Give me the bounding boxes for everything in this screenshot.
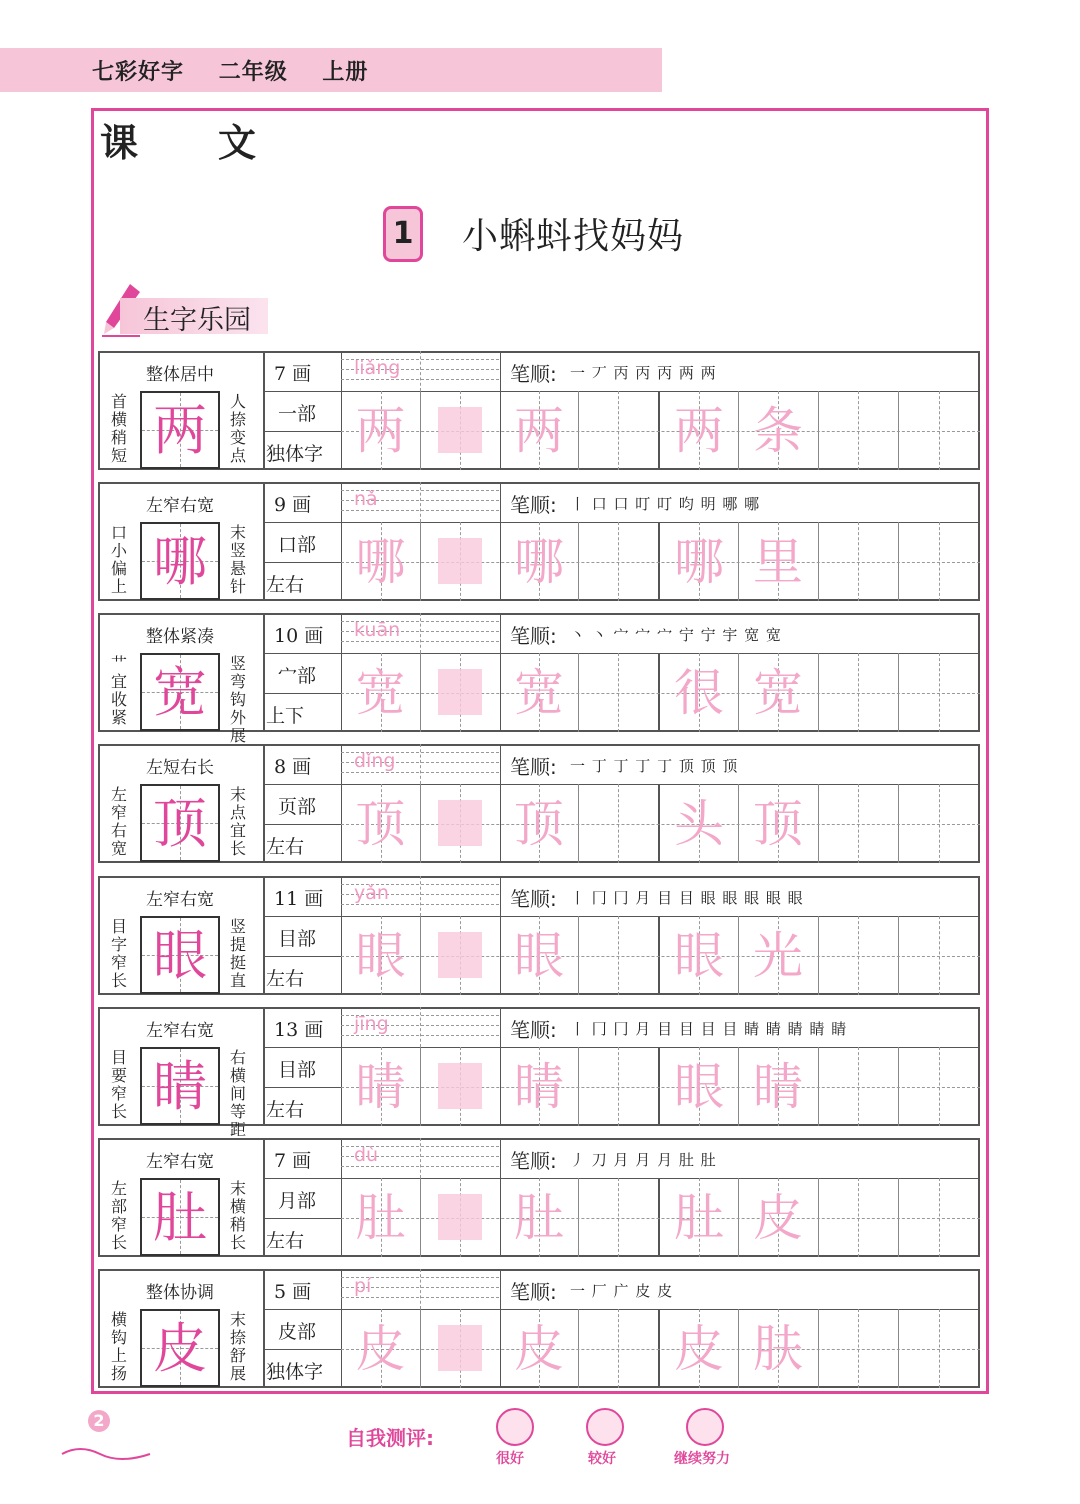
word-character-1[interactable]: 眼 (674, 927, 724, 985)
pinyin: dǐng (354, 750, 396, 772)
trace-character[interactable]: 宽 (514, 664, 564, 722)
left-tip: 左部窄长 (110, 1179, 127, 1252)
stroke-hint-block (438, 1194, 482, 1240)
self-evaluation-label: 自我测评: (346, 1426, 434, 1450)
left-tip: 横钩上扬 (110, 1310, 127, 1383)
practice-row (98, 1138, 980, 1257)
trace-character[interactable]: 睛 (355, 1058, 406, 1116)
structure-feature: 左短右长 (146, 758, 214, 778)
word-character-2[interactable]: 宽 (753, 664, 803, 722)
stroke-hint-block (438, 1063, 482, 1109)
word-character-1[interactable]: 头 (674, 795, 724, 853)
right-tip: 末点宜长 (229, 785, 246, 858)
practice-row (98, 1269, 980, 1388)
radical: 月部 (278, 1190, 317, 1212)
stroke-order-sequence: 丶 丶 宀 宀 宀 宁 宁 宇 宽 宽 (570, 626, 782, 644)
pinyin: pí (354, 1275, 372, 1297)
left-tip: 口小偏上 (110, 523, 127, 596)
pinyin: kuān (354, 619, 401, 641)
stroke-count: 7 画 (274, 1150, 312, 1172)
section-title-char-1: 课 (100, 120, 139, 165)
structure-feature: 左窄右宽 (146, 496, 214, 516)
face-good-icon[interactable] (586, 1408, 624, 1446)
structure-type: 左右 (266, 836, 305, 858)
right-tip: 竖提挺直 (229, 917, 246, 990)
model-character: 宽 (153, 661, 207, 724)
structure-type: 左右 (266, 968, 305, 990)
stroke-hint-block (438, 1325, 482, 1371)
trace-character[interactable]: 睛 (514, 1058, 564, 1116)
trace-character[interactable]: 哪 (355, 533, 406, 591)
word-character-2[interactable]: 里 (753, 533, 803, 591)
left-tip: 首横稍短 (110, 392, 127, 465)
structure-type: 上下 (266, 705, 305, 727)
subsection-title: 生字乐园 (143, 305, 251, 336)
model-character: 皮 (153, 1317, 207, 1380)
model-character: 两 (153, 399, 207, 462)
model-character: 眼 (153, 924, 207, 987)
trace-character[interactable]: 宽 (355, 664, 406, 722)
trace-character[interactable]: 肚 (514, 1189, 564, 1247)
pinyin: liǎng (354, 357, 401, 379)
radical: 目部 (278, 1059, 317, 1081)
trace-character[interactable]: 哪 (514, 533, 564, 591)
stroke-hint-block (438, 407, 482, 453)
face-very-good-icon[interactable] (496, 1408, 534, 1446)
stroke-hint-block (438, 669, 482, 715)
model-character: 哪 (153, 530, 207, 593)
radical: 页部 (278, 796, 317, 818)
structure-feature: 左窄右宽 (146, 890, 214, 910)
section-title-char-2: 文 (218, 120, 257, 165)
right-tip: 末捺舒展 (229, 1310, 246, 1383)
face-label-keep-trying: 继续努力 (674, 1451, 730, 1467)
face-keep-trying-icon[interactable] (686, 1408, 724, 1446)
structure-type: 左右 (266, 574, 305, 596)
word-character-1[interactable]: 肚 (674, 1189, 724, 1247)
radical: 口部 (278, 534, 317, 556)
stroke-order-sequence: 丿 刀 月 月 月 肚 肚 (570, 1151, 717, 1169)
practice-row (98, 351, 980, 470)
structure-feature: 整体居中 (146, 365, 214, 385)
stroke-count: 7 画 (274, 363, 312, 385)
trace-character[interactable]: 皮 (355, 1320, 406, 1378)
trace-character[interactable]: 两 (355, 402, 406, 460)
word-character-1[interactable]: 哪 (674, 533, 724, 591)
structure-feature: 左窄右宽 (146, 1152, 214, 1172)
stroke-order-label: 笔顺: (510, 362, 557, 386)
page-number: 2 (88, 1410, 110, 1432)
practice-row (98, 744, 980, 863)
structure-type: 独体字 (266, 1361, 324, 1383)
stroke-count: 10 画 (274, 625, 324, 647)
pinyin: jīng (354, 1013, 389, 1035)
stroke-order-sequence: 丨 口 口 叮 叮 呁 明 哪 哪 (570, 495, 761, 513)
section-title (100, 112, 256, 167)
model-character: 肚 (153, 1186, 207, 1249)
stroke-order-label: 笔顺: (510, 755, 557, 779)
pinyin: nǎ (354, 488, 378, 510)
stroke-order-sequence: 一 丆 丙 丙 丙 两 两 (570, 364, 717, 382)
left-tip: 左窄右宽 (110, 785, 127, 858)
stroke-count: 8 画 (274, 756, 312, 778)
left-tip: 目字窄长 (110, 917, 127, 990)
left-tip: 艹宜收紧 (110, 654, 127, 727)
trace-character[interactable]: 两 (514, 402, 564, 460)
stroke-order-label: 笔顺: (510, 887, 557, 911)
model-character: 顶 (153, 792, 207, 855)
radical: 宀部 (278, 665, 317, 687)
trace-character[interactable]: 眼 (355, 927, 406, 985)
stroke-order-sequence: 一 丁 丁 丁 丁 顶 顶 顶 (570, 757, 739, 775)
structure-feature: 左窄右宽 (146, 1021, 214, 1041)
radical: 目部 (278, 928, 317, 950)
face-label-very-good: 很好 (496, 1451, 524, 1467)
word-character-1[interactable]: 很 (674, 664, 724, 722)
trace-character[interactable]: 顶 (514, 795, 564, 853)
word-character-1[interactable]: 两 (674, 402, 724, 460)
model-character: 睛 (153, 1055, 207, 1118)
stroke-count: 5 画 (274, 1281, 312, 1303)
word-character-1[interactable]: 眼 (674, 1058, 724, 1116)
series-name: 七彩好字 (92, 60, 185, 85)
word-character-1[interactable]: 皮 (674, 1320, 724, 1378)
stroke-order-sequence: 丨 冂 冂 月 目 目 目 目 睛 睛 睛 睛 睛 (570, 1020, 848, 1038)
mushroom-decoration-icon (60, 1432, 160, 1462)
word-character-2[interactable]: 条 (753, 402, 803, 460)
left-tip: 目要窄长 (110, 1048, 127, 1121)
running-header (92, 55, 394, 86)
stroke-order-label: 笔顺: (510, 624, 557, 648)
right-tip: 末横稍长 (229, 1179, 246, 1252)
stroke-order-sequence: 丨 冂 冂 月 目 目 眼 眼 眼 眼 眼 (570, 889, 804, 907)
right-tip: 竖弯钩外展 (229, 654, 246, 745)
right-tip: 末竖悬针 (229, 523, 246, 596)
stroke-hint-block (438, 932, 482, 978)
stroke-count: 9 画 (274, 494, 312, 516)
trace-character[interactable]: 眼 (514, 927, 564, 985)
word-character-2[interactable]: 睛 (753, 1058, 803, 1116)
right-tip: 人捺变点 (229, 392, 246, 465)
lesson-title: 小蝌蚪找妈妈 (462, 216, 685, 257)
volume: 上册 (322, 60, 369, 85)
structure-type: 独体字 (266, 443, 324, 465)
pinyin: yǎn (354, 882, 389, 904)
word-character-2[interactable]: 顶 (753, 795, 803, 853)
stroke-hint-block (438, 538, 482, 584)
stroke-order-sequence: 一 厂 广 皮 皮 (570, 1282, 674, 1300)
practice-row (98, 482, 980, 601)
trace-character[interactable]: 顶 (355, 795, 406, 853)
structure-feature: 整体协调 (146, 1283, 214, 1303)
structure-feature: 整体紧凑 (146, 627, 214, 647)
word-character-2[interactable]: 光 (753, 927, 803, 985)
stroke-hint-block (438, 800, 482, 846)
stroke-order-label: 笔顺: (510, 1280, 557, 1304)
structure-type: 左右 (266, 1230, 305, 1252)
structure-type: 左右 (266, 1099, 305, 1121)
trace-character[interactable]: 肚 (355, 1189, 406, 1247)
trace-character[interactable]: 皮 (514, 1320, 564, 1378)
right-tip: 右横间等距 (229, 1048, 246, 1139)
practice-row (98, 1007, 980, 1139)
face-label-good: 较好 (588, 1451, 616, 1467)
stroke-count: 13 画 (274, 1019, 324, 1041)
stroke-order-label: 笔顺: (510, 493, 557, 517)
word-character-2[interactable]: 肤 (753, 1320, 803, 1378)
stroke-order-label: 笔顺: (510, 1149, 557, 1173)
stroke-order-label: 笔顺: (510, 1018, 557, 1042)
grade: 二年级 (218, 60, 288, 85)
stroke-count: 11 画 (274, 888, 324, 910)
radical: 一部 (278, 403, 317, 425)
practice-row (98, 876, 980, 995)
radical: 皮部 (278, 1321, 317, 1343)
lesson-number: 1 (383, 206, 423, 262)
pinyin: dù (354, 1144, 379, 1166)
word-character-2[interactable]: 皮 (753, 1189, 803, 1247)
practice-row (98, 613, 980, 745)
